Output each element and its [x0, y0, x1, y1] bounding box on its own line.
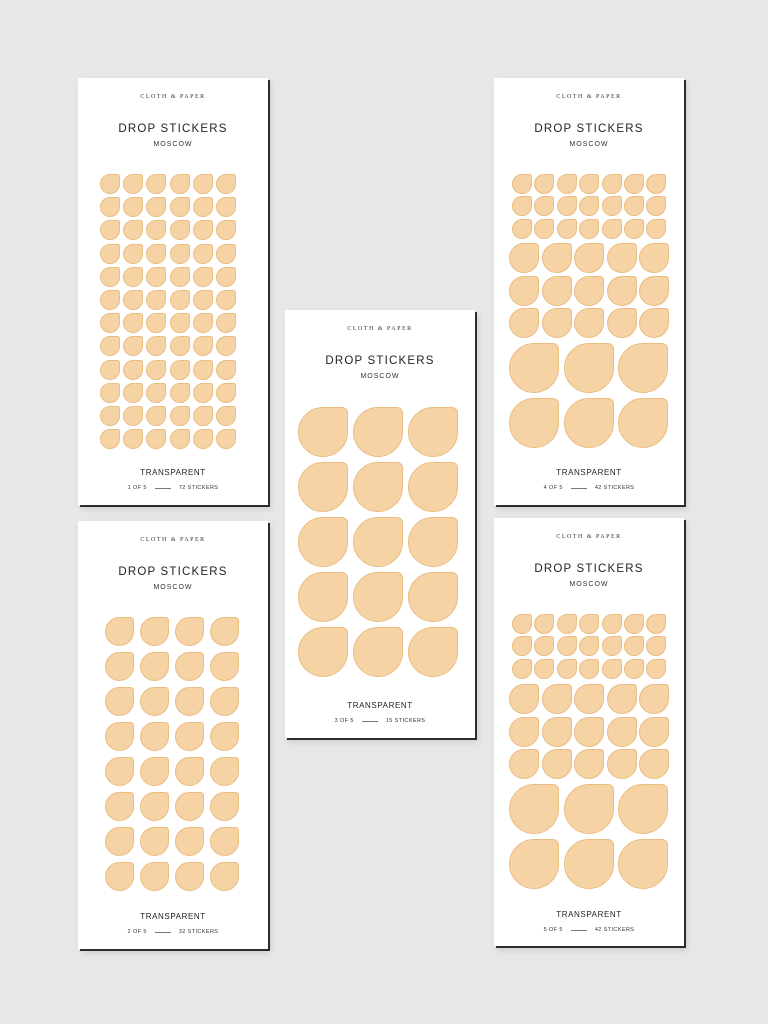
- sheet-title: DROP STICKERS: [118, 566, 228, 578]
- drop-sticker: [353, 407, 403, 457]
- sheet-footer: [78, 485, 268, 491]
- drop-sticker: [639, 243, 669, 273]
- drop-sticker: [193, 290, 213, 310]
- drop-sticker: [353, 627, 403, 677]
- drop-sticker: [646, 636, 666, 656]
- drop-sticker: [146, 244, 166, 264]
- drop-sticker: [534, 614, 554, 634]
- drop-sticker: [408, 517, 458, 567]
- drop-sticker: [408, 627, 458, 677]
- drop-sticker: [193, 406, 213, 426]
- drop-sticker: [618, 784, 668, 834]
- drop-sticker: [146, 220, 166, 240]
- drop-sticker: [216, 290, 236, 310]
- drop-sticker: [509, 243, 539, 273]
- drop-sticker: [100, 406, 120, 426]
- drop-sticker: [210, 652, 239, 681]
- drop-sticker: [123, 244, 143, 264]
- drop-sticker: [574, 684, 604, 714]
- drop-sticker: [105, 827, 134, 856]
- drop-sticker: [193, 360, 213, 380]
- drop-sticker: [210, 617, 239, 646]
- drop-sticker: [105, 617, 134, 646]
- drop-sticker: [170, 174, 190, 194]
- drop-sticker: [210, 827, 239, 856]
- footer-divider: [362, 721, 378, 722]
- drop-sticker: [509, 343, 559, 393]
- sheet-subtitle: MOSCOW: [360, 373, 400, 380]
- drop-sticker: [170, 336, 190, 356]
- drop-sticker: [298, 407, 348, 457]
- page-number: 4 OF 5: [543, 485, 563, 491]
- drop-sticker: [216, 197, 236, 217]
- drop-sticker: [170, 406, 190, 426]
- drop-sticker: [216, 267, 236, 287]
- drop-sticker: [170, 267, 190, 287]
- drop-sticker: [193, 244, 213, 264]
- drop-sticker: [408, 572, 458, 622]
- drop-sticker: [353, 572, 403, 622]
- drop-sticker: [298, 462, 348, 512]
- sheet-title: DROP STICKERS: [534, 123, 644, 135]
- drop-sticker: [170, 197, 190, 217]
- sheet-footer: [494, 927, 684, 933]
- drop-sticker: [574, 749, 604, 779]
- drop-sticker: [140, 617, 169, 646]
- drop-sticker: [210, 792, 239, 821]
- drop-sticker: [624, 659, 644, 679]
- drop-sticker: [140, 792, 169, 821]
- drop-sticker: [105, 687, 134, 716]
- drop-sticker: [100, 244, 120, 264]
- drop-sticker: [542, 749, 572, 779]
- drop-sticker: [193, 174, 213, 194]
- drop-sticker: [579, 614, 599, 634]
- drop-sticker: [607, 684, 637, 714]
- drop-sticker: [646, 219, 666, 239]
- brand-label: CLOTH & PAPER: [140, 537, 206, 543]
- drop-sticker: [193, 197, 213, 217]
- sheet-footer: [285, 718, 475, 724]
- drop-sticker: [123, 220, 143, 240]
- drop-sticker: [175, 687, 204, 716]
- sticker-sheet-1: [78, 78, 268, 505]
- page-number: 1 OF 5: [127, 485, 147, 491]
- drop-sticker: [542, 684, 572, 714]
- drop-sticker: [574, 717, 604, 747]
- drop-sticker: [607, 276, 637, 306]
- drop-sticker: [624, 196, 644, 216]
- drop-sticker: [574, 243, 604, 273]
- drop-sticker: [193, 336, 213, 356]
- drop-sticker: [579, 219, 599, 239]
- drop-sticker: [564, 839, 614, 889]
- material-label: TRANSPARENT: [140, 468, 206, 477]
- drop-sticker: [557, 636, 577, 656]
- brand-label: CLOTH & PAPER: [140, 94, 206, 100]
- drop-sticker: [123, 267, 143, 287]
- sheet-subtitle: MOSCOW: [569, 141, 609, 148]
- drop-sticker: [193, 267, 213, 287]
- sticker-count: 42 STICKERS: [594, 927, 635, 933]
- drop-sticker: [509, 276, 539, 306]
- material-label: TRANSPARENT: [140, 912, 206, 921]
- drop-sticker: [193, 220, 213, 240]
- sticker-count: 32 STICKERS: [178, 929, 219, 935]
- drop-sticker: [100, 267, 120, 287]
- drop-sticker: [639, 308, 669, 338]
- drop-sticker: [646, 174, 666, 194]
- drop-sticker: [602, 219, 622, 239]
- drop-sticker: [509, 784, 559, 834]
- drop-sticker: [105, 722, 134, 751]
- drop-sticker: [100, 429, 120, 449]
- drop-sticker: [639, 749, 669, 779]
- sticker-sheet-4: [494, 78, 684, 505]
- drop-sticker: [646, 659, 666, 679]
- footer-divider: [571, 930, 587, 931]
- drop-sticker: [100, 360, 120, 380]
- material-label: TRANSPARENT: [556, 468, 622, 477]
- drop-sticker: [210, 722, 239, 751]
- drop-sticker: [216, 220, 236, 240]
- drop-sticker: [534, 219, 554, 239]
- drop-sticker: [574, 308, 604, 338]
- drop-sticker: [607, 717, 637, 747]
- drop-sticker: [509, 749, 539, 779]
- drop-sticker: [557, 219, 577, 239]
- sticker-sheet-3: [285, 310, 475, 738]
- drop-sticker: [100, 383, 120, 403]
- sticker-sheet-2: [78, 521, 268, 949]
- drop-sticker: [557, 196, 577, 216]
- drop-sticker: [146, 197, 166, 217]
- drop-sticker: [639, 684, 669, 714]
- drop-sticker: [175, 722, 204, 751]
- drop-sticker: [123, 383, 143, 403]
- sheet-subtitle: MOSCOW: [153, 141, 193, 148]
- drop-sticker: [170, 360, 190, 380]
- drop-sticker: [298, 572, 348, 622]
- drop-sticker: [618, 398, 668, 448]
- drop-sticker: [542, 276, 572, 306]
- drop-sticker: [512, 219, 532, 239]
- drop-sticker: [146, 336, 166, 356]
- drop-sticker: [193, 429, 213, 449]
- sheet-title: DROP STICKERS: [118, 123, 228, 135]
- drop-sticker: [646, 196, 666, 216]
- drop-sticker: [216, 383, 236, 403]
- drop-sticker: [105, 757, 134, 786]
- drop-sticker: [509, 839, 559, 889]
- drop-sticker: [512, 614, 532, 634]
- drop-sticker: [512, 636, 532, 656]
- drop-sticker: [123, 336, 143, 356]
- drop-sticker: [100, 336, 120, 356]
- drop-sticker: [564, 398, 614, 448]
- footer-divider: [155, 932, 171, 933]
- drop-sticker: [146, 267, 166, 287]
- drop-sticker: [602, 174, 622, 194]
- drop-sticker: [170, 244, 190, 264]
- drop-sticker: [602, 614, 622, 634]
- drop-sticker: [146, 290, 166, 310]
- drop-sticker: [607, 308, 637, 338]
- drop-sticker: [602, 659, 622, 679]
- brand-label: CLOTH & PAPER: [556, 534, 622, 540]
- sticker-count: 72 STICKERS: [178, 485, 219, 491]
- sheet-subtitle: MOSCOW: [569, 581, 609, 588]
- drop-sticker: [140, 652, 169, 681]
- drop-sticker: [542, 717, 572, 747]
- drop-sticker: [210, 687, 239, 716]
- drop-sticker: [564, 343, 614, 393]
- drop-sticker: [353, 517, 403, 567]
- drop-sticker: [146, 406, 166, 426]
- sticker-sheet-5: [494, 518, 684, 946]
- drop-sticker: [175, 792, 204, 821]
- drop-sticker: [100, 290, 120, 310]
- drop-sticker: [512, 174, 532, 194]
- drop-sticker: [193, 383, 213, 403]
- drop-sticker: [216, 406, 236, 426]
- material-label: TRANSPARENT: [347, 701, 413, 710]
- drop-sticker: [534, 196, 554, 216]
- drop-sticker: [123, 313, 143, 333]
- sticker-count: 42 STICKERS: [594, 485, 635, 491]
- drop-sticker: [175, 827, 204, 856]
- drop-sticker: [534, 636, 554, 656]
- drop-sticker: [624, 636, 644, 656]
- drop-sticker: [579, 659, 599, 679]
- drop-sticker: [624, 174, 644, 194]
- drop-sticker: [216, 336, 236, 356]
- drop-sticker: [607, 749, 637, 779]
- drop-sticker: [602, 196, 622, 216]
- sheet-footer: [494, 485, 684, 491]
- drop-sticker: [639, 717, 669, 747]
- drop-sticker: [100, 220, 120, 240]
- drop-sticker: [639, 276, 669, 306]
- drop-sticker: [140, 722, 169, 751]
- sheet-title: DROP STICKERS: [534, 563, 644, 575]
- sticker-count: 15 STICKERS: [385, 718, 426, 724]
- page-number: 5 OF 5: [543, 927, 563, 933]
- drop-sticker: [100, 197, 120, 217]
- drop-sticker: [534, 174, 554, 194]
- drop-sticker: [123, 174, 143, 194]
- drop-sticker: [146, 174, 166, 194]
- drop-sticker: [123, 360, 143, 380]
- brand-label: CLOTH & PAPER: [556, 94, 622, 100]
- drop-sticker: [170, 313, 190, 333]
- drop-sticker: [146, 383, 166, 403]
- drop-sticker: [557, 174, 577, 194]
- drop-sticker: [298, 517, 348, 567]
- drop-sticker: [618, 839, 668, 889]
- drop-sticker: [146, 429, 166, 449]
- drop-sticker: [298, 627, 348, 677]
- drop-sticker: [542, 308, 572, 338]
- footer-divider: [155, 488, 171, 489]
- drop-sticker: [509, 684, 539, 714]
- drop-sticker: [512, 659, 532, 679]
- drop-sticker: [175, 652, 204, 681]
- drop-sticker: [216, 244, 236, 264]
- drop-sticker: [579, 636, 599, 656]
- drop-sticker: [579, 174, 599, 194]
- drop-sticker: [353, 462, 403, 512]
- drop-sticker: [534, 659, 554, 679]
- drop-sticker: [123, 197, 143, 217]
- sheet-subtitle: MOSCOW: [153, 584, 193, 591]
- drop-sticker: [574, 276, 604, 306]
- drop-sticker: [100, 174, 120, 194]
- drop-sticker: [509, 308, 539, 338]
- drop-sticker: [557, 659, 577, 679]
- drop-sticker: [216, 360, 236, 380]
- drop-sticker: [140, 862, 169, 891]
- drop-sticker: [170, 383, 190, 403]
- drop-sticker: [175, 862, 204, 891]
- drop-sticker: [408, 462, 458, 512]
- drop-sticker: [123, 429, 143, 449]
- drop-sticker: [624, 614, 644, 634]
- drop-sticker: [216, 174, 236, 194]
- drop-sticker: [602, 636, 622, 656]
- drop-sticker: [579, 196, 599, 216]
- page-number: 3 OF 5: [334, 718, 354, 724]
- drop-sticker: [408, 407, 458, 457]
- drop-sticker: [557, 614, 577, 634]
- drop-sticker: [210, 862, 239, 891]
- drop-sticker: [210, 757, 239, 786]
- drop-sticker: [618, 343, 668, 393]
- drop-sticker: [175, 617, 204, 646]
- drop-sticker: [175, 757, 204, 786]
- drop-sticker: [123, 290, 143, 310]
- drop-sticker: [564, 784, 614, 834]
- drop-sticker: [146, 313, 166, 333]
- drop-sticker: [170, 220, 190, 240]
- drop-sticker: [624, 219, 644, 239]
- sheet-title: DROP STICKERS: [325, 355, 435, 367]
- material-label: TRANSPARENT: [556, 910, 622, 919]
- drop-sticker: [193, 313, 213, 333]
- drop-sticker: [105, 862, 134, 891]
- drop-sticker: [512, 196, 532, 216]
- drop-sticker: [140, 757, 169, 786]
- sheet-footer: [78, 929, 268, 935]
- drop-sticker: [216, 313, 236, 333]
- brand-label: CLOTH & PAPER: [347, 326, 413, 332]
- drop-sticker: [146, 360, 166, 380]
- page-number: 2 OF 5: [127, 929, 147, 935]
- drop-sticker: [140, 827, 169, 856]
- drop-sticker: [216, 429, 236, 449]
- drop-sticker: [100, 313, 120, 333]
- footer-divider: [571, 488, 587, 489]
- drop-sticker: [105, 652, 134, 681]
- drop-sticker: [140, 687, 169, 716]
- drop-sticker: [105, 792, 134, 821]
- drop-sticker: [509, 398, 559, 448]
- drop-sticker: [542, 243, 572, 273]
- drop-sticker: [170, 290, 190, 310]
- drop-sticker: [123, 406, 143, 426]
- drop-sticker: [646, 614, 666, 634]
- drop-sticker: [607, 243, 637, 273]
- drop-sticker: [509, 717, 539, 747]
- drop-sticker: [170, 429, 190, 449]
